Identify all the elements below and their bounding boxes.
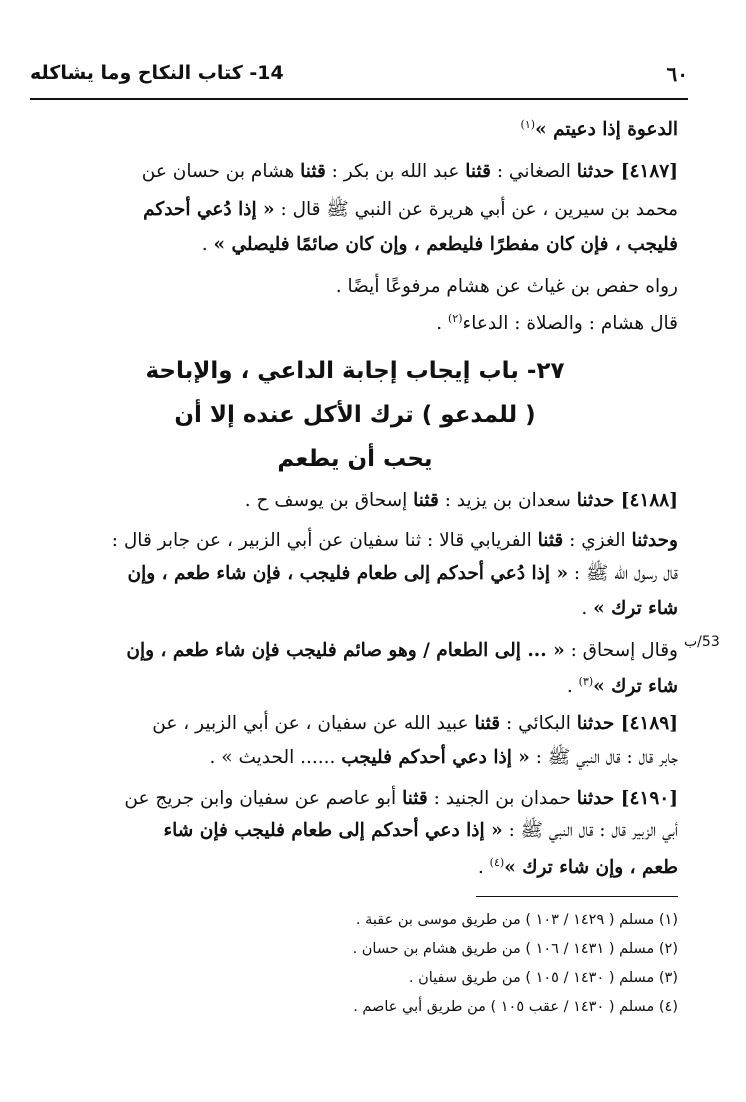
text-segment: إسحاق بن يوسف ح .: [244, 490, 414, 511]
text-line: [32, 563, 678, 589]
bold-text-segment: [٤١٩٠] حدثنا: [576, 788, 678, 809]
bold-text-segment: فليجب ، فإن كان مفطرًا فليطعم ، وإن كان صائمًا فليصلي »: [213, 234, 678, 255]
chapter-heading-line-2: ( للمدعو ) ترك الأكل عنده إلا أن: [174, 402, 536, 428]
bold-text-segment: شاء ترك »: [593, 598, 678, 619]
footnote-marker: (٣): [578, 675, 594, 688]
text-line: [32, 312, 678, 334]
text-line: [32, 856, 678, 878]
text-line: [32, 788, 678, 809]
text-segment: وقال إسحاق :: [564, 640, 678, 661]
text-line: [32, 747, 678, 773]
bold-text-segment: [٤١٨٨] حدثنا: [576, 490, 678, 511]
text-segment: .: [581, 598, 594, 619]
bold-text-segment: قثنا: [402, 788, 428, 809]
text-segment: محمد بن سيرين ، عن أبي هريرة عن النبي ﷺ قال :: [274, 199, 678, 220]
text-segment: .: [566, 676, 579, 698]
running-chapter-title: 14- كتاب النكاح وما يشاكله: [30, 62, 284, 84]
bold-text-segment: « إذا دعي أحدكم إلى طعام فليجب فإن شاء: [163, 820, 503, 841]
text-line: [32, 675, 678, 697]
bold-text-segment: طعم ، وإن شاء ترك »: [504, 857, 678, 879]
bold-text-segment: [٤١٨٩] حدثنا: [576, 713, 678, 734]
footnote-marker: (٤): [489, 856, 505, 869]
text-line: [32, 713, 678, 734]
text-segment: ...... الحديث » .: [209, 747, 342, 768]
text-segment: عبد الله بن بكر :: [325, 161, 466, 182]
text-segment: رواه حفص بن غياث عن هشام مرفوعًا أيضًا .: [335, 276, 678, 297]
manuscript-folio-note: 53/ب: [684, 634, 720, 650]
chapter-heading-line-3: يحب أن يطعم: [277, 446, 433, 472]
text-segment: جابر قال : قال النبي ﷺ :: [529, 747, 678, 768]
bold-text-segment: « إذا دُعي أحدكم: [143, 199, 275, 220]
text-segment: .: [477, 857, 490, 879]
bold-text-segment: قثنا: [300, 161, 326, 182]
text-segment: عبيد الله عن سفيان ، عن أبي الزبير ، عن: [152, 713, 475, 734]
text-segment: حمدان بن الجنيد :: [427, 788, 577, 809]
bold-text-segment: قثنا: [537, 530, 564, 551]
text-segment: الصغاني :: [490, 161, 577, 182]
footnote-3: (٣) مسلم ( ١٤٣٠ / ١٠٥ ) من طريق سفيان .: [408, 970, 678, 986]
chapter-heading-line-1: ٢٧- باب إيجاب إجابة الداعي ، والإباحة: [145, 358, 565, 384]
text-segment: قال هشام : والصلاة : الدعاء: [462, 313, 678, 335]
bold-text-segment: « إذا دُعي أحدكم إلى طعام فليجب ، فإن شاء طعم ، وإن: [127, 563, 569, 584]
text-line: [32, 234, 678, 255]
text-segment: قال رسول الله ﷺ :: [568, 563, 678, 584]
text-segment: أبي الزبير قال : قال النبي ﷺ :: [502, 820, 678, 841]
text-line: [32, 598, 678, 619]
footnote-2: (٢) مسلم ( ١٤٣١ / ١٠٦ ) من طريق هشام بن حسان .: [352, 941, 678, 957]
text-segment: البكائي :: [500, 713, 577, 734]
text-line: [32, 276, 678, 297]
bold-text-segment: الدعوة إذا دعيتم »: [535, 119, 678, 141]
footnote-marker: (١): [520, 118, 536, 131]
text-line: [32, 118, 678, 140]
page-header: [30, 58, 688, 100]
text-segment: أبو عاصم عن سفيان وابن جريج عن: [124, 788, 403, 809]
bold-text-segment: قثنا: [413, 490, 439, 511]
footnote-1: (١) مسلم ( ١٤٢٩ / ١٠٣ ) من طريق موسى بن عقبة .: [355, 912, 678, 928]
text-segment: هشام بن حسان عن: [141, 161, 301, 182]
text-segment: سعدان بن يزيد :: [438, 490, 577, 511]
text-line: [32, 199, 678, 225]
page-number: ٦٠: [666, 62, 688, 86]
text-line: [32, 530, 678, 551]
bold-text-segment: شاء ترك »: [593, 676, 678, 698]
text-line: [32, 490, 678, 511]
bold-text-segment: قثنا: [474, 713, 501, 734]
footnote-marker: (٢): [447, 312, 463, 325]
text-segment: الغزي :: [563, 530, 632, 551]
bold-text-segment: « ... إلى الطعام / وهو صائم فليجب فإن شاء طعم ، وإن: [126, 640, 565, 661]
text-segment: .: [436, 313, 448, 335]
bold-text-segment: وحدثنا: [631, 530, 678, 551]
text-line: [32, 640, 678, 661]
text-line: [32, 820, 678, 846]
footnote-4: (٤) مسلم ( ١٤٣٠ / عقب ١٠٥ ) من طريق أبي عاصم .: [353, 999, 678, 1015]
bold-text-segment: « إذا دعي أحدكم فليجب: [341, 747, 530, 768]
text-segment: .: [201, 234, 214, 255]
text-segment: الفريابي قالا : ثنا سفيان عن أبي الزبير ، عن جابر قال :: [111, 530, 538, 551]
text-line: [32, 161, 678, 182]
footnote-divider: [476, 896, 678, 897]
bold-text-segment: [٤١٨٧] حدثنا: [576, 161, 678, 182]
bold-text-segment: قثنا: [465, 161, 491, 182]
